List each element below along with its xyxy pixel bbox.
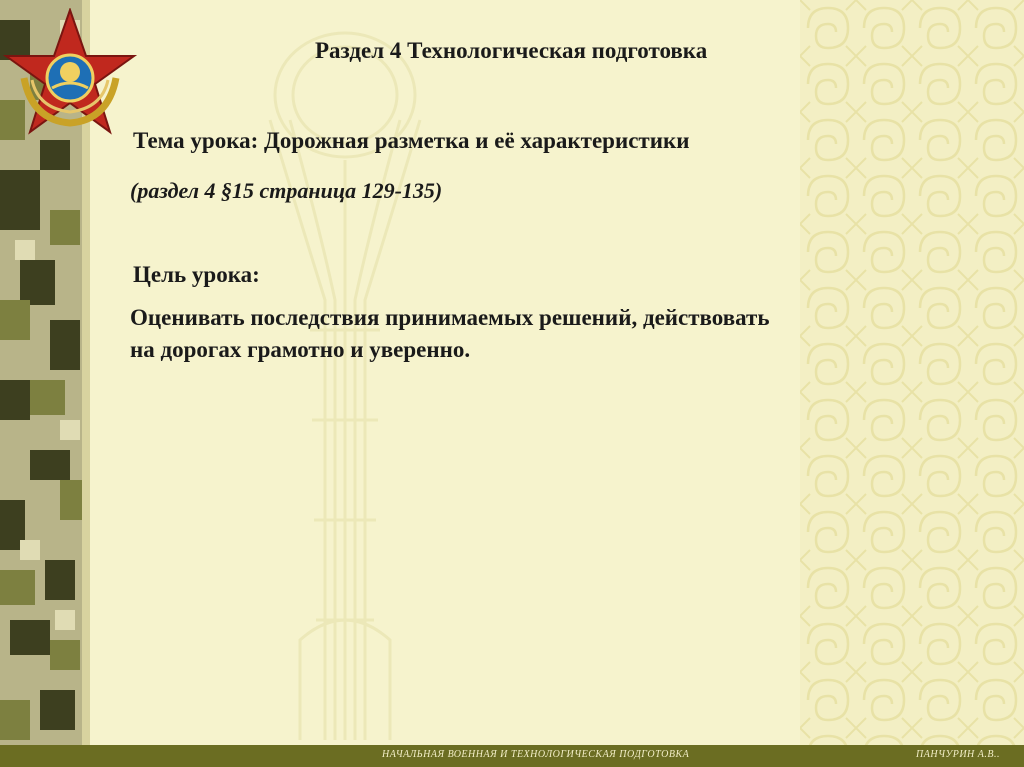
goal-text: Оценивать последствия принимаемых решений, действовать на дорогах грамотно и уверенно. <box>130 305 770 362</box>
ornament-pattern <box>800 0 1024 745</box>
lesson-topic: Тема урока: Дорожная разметка и её характеристики <box>133 128 690 153</box>
footer-bar <box>0 745 1024 767</box>
goal-heading: Цель урока: <box>133 262 260 287</box>
slide-title: Раздел 4 Технологическая подготовка <box>315 38 708 63</box>
star-emblem-icon <box>2 8 138 140</box>
footer-course-title: НАЧАЛЬНАЯ ВОЕННАЯ И ТЕХНОЛОГИЧЕСКАЯ ПОДГОТОВКА <box>382 749 690 760</box>
footer-author: ПАНЧУРИН А.В.. <box>916 749 1000 760</box>
textbook-reference: (раздел 4 §15 страница 129-135) <box>130 178 443 203</box>
